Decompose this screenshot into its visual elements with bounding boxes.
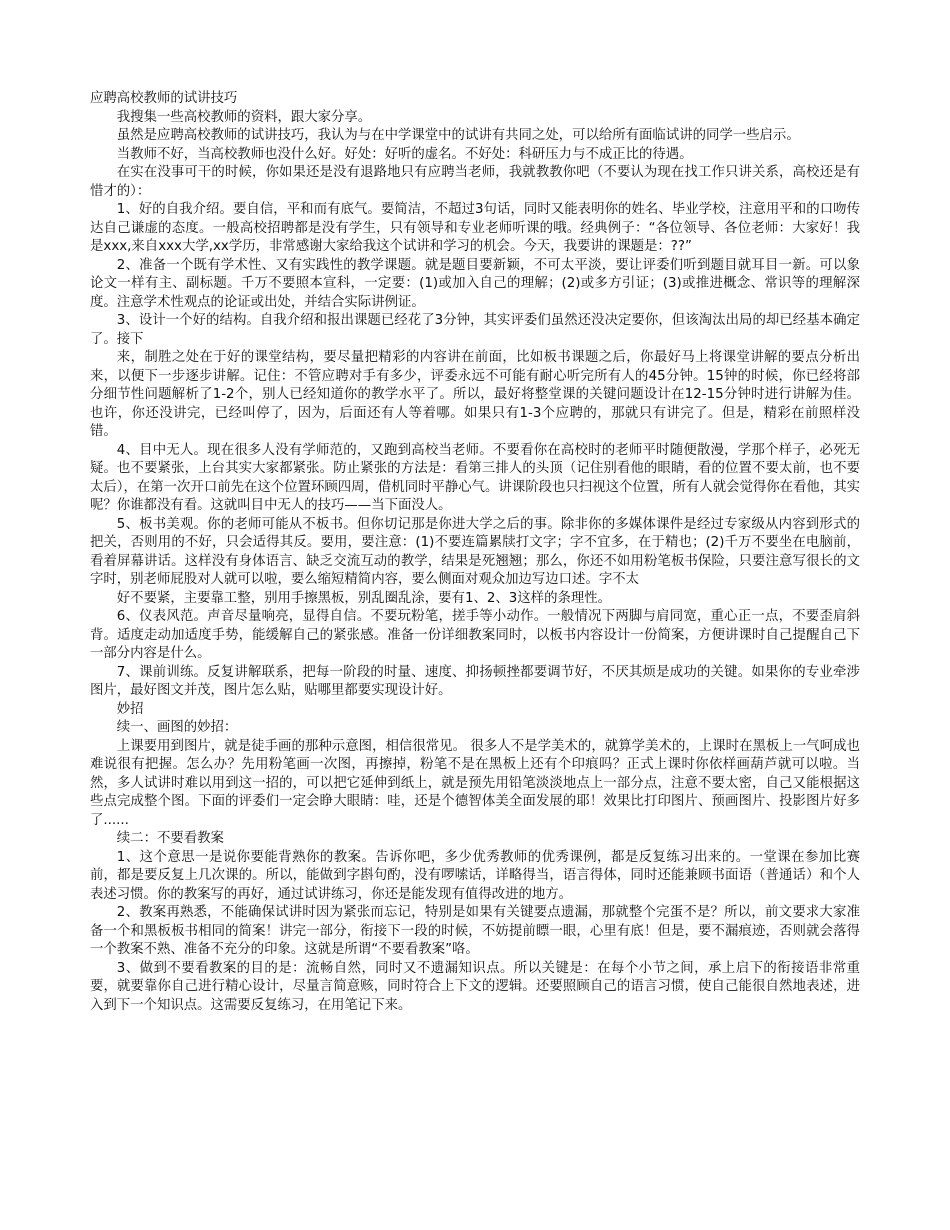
paragraph-drawing-trick: 上课要用到图片，就是徒手画的那种示意图，相信很常见。 很多人不是学美术的，就算学美术的，上课时在黑板上一气呵成也难说很有把握。怎么办？先用粉笔画一次图，再擦掉，粉笔不是在黑板上还有个印痕吗？正式上课时你依样画葫芦就可以啦。当然，多人试讲时难以用到这一招的，可以把它延伸到纸上，就是预先用铅笔淡淡地点上一部分点，注意不要太密，自己又能根据这些点完成整个图。下面的评委们一定会睁大眼睛：哇，还是个德智体美全面发展的耶！效果比打印图片、预画图片、投影图片好多了...... [90,738,860,828]
paragraph-no-notes-1: 1、这个意思一是说你要能背熟你的教案。告诉你吧，多少优秀教师的优秀课例，都是反复练习出来的。一堂课在参加比赛前，都是要反复上几次课的。所以，能做到字斟句酌，没有啰嗦话，详略得当，语言得体，同时还能兼顾书面语（普通话）和个人表述习惯。你的教案写的再好，通过试讲练习，你还是能发现有值得改进的地方。 [90,849,860,902]
section-heading-drawing: 续一、画图的妙招： [116,720,238,735]
paragraph-tip-1-self-intro: 1、好的自我介绍。要自信，平和而有底气。要简洁，不超过3句话，同时又能表明你的姓名、毕业学校，注意用平和的口吻传达自己谦虚的态度。一般高校招聘都是没有学生，只有领导和专业老师听课的哦。经典例子：“各位领导、各位老师：大家好！我是xxx,来自xxx大学,xx学历，非常感谢大家给我这个试讲和学习的机会。今天，我要讲的课题是：??” [90,202,860,254]
paragraph-tip-4-nerves: 4、目中无人。现在很多人没有学师范的，又跑到高校当老师。不要看你在高校时的老师平时随便散漫，学那个样子，必死无疑。也不要紧张，上台其实大家都紧张。防止紧张的方法是：看第三排人的头顶（记住别看他的眼睛，看的位置不要太前，也不要太后），在第一次开口前先在这个位置环顾四周，借机同时平静心气。讲课阶段也只扫视这个位置，所有人就会觉得你在看他，其实呢？你谁都没有看。这就叫目中无人的技巧——当下面没人。 [90,442,860,513]
paragraph-lead-in: 在实在没事可干的时候，你如果还是没有退路地只有应聘当老师，我就教教你吧（不要认为现在找工作只讲关系，高校还是有惜才的）： [90,165,860,199]
paragraph-pros-cons: 当教师不好，当高校教师也没什么好。好处：好听的虚名。不好处：科研压力与不成正比的待遇。 [116,146,693,162]
paragraph-tip-2-topic: 2、准备一个既有学术性、又有实践性的教学课题。就是题目要新颖，不可太平淡，要让评委们听到题目就耳目一新。可以象论文一样有主、副标题。千万不要照本宣科，一定要：(1)或加入自己的理解；(2)或多方引证；(3)或推进概念、常识等的理解深度。注意学术性观点的论证或出处，并结合实际讲例证。 [90,257,860,310]
paragraph-intro: 我搜集一些高校教师的资料，跟大家分享。 [116,109,372,125]
paragraph-no-notes-3: 3、做到不要看教案的目的是：流畅自然，同时又不遗漏知识点。所以关键是：在每个小节之间，承上启下的衔接语非常重要，就要靠你自己进行精心设计，尽量言简意赅，同时符合上下文的逻辑。还要照顾自己的语言习惯，使自己能很自然地表述，进入到下一个知识点。这需要反复练习，在用笔记下来。 [90,960,860,1013]
paragraph-no-notes-2: 2、教案再熟悉，不能确保试讲时因为紧张而忘记，特别是如果有关键要点遗漏，那就整个完蛋不是？所以，前文要求大家准备一个和黑板板书相同的简案！讲完一部分，衔接下一段的时候，不妨提前瞟一眼，心里有底！但是，要不漏痕迹，否则就会落得一个教案不熟、准备不充分的印象。这就是所谓“不要看教案”咯。 [90,905,860,957]
paragraph-tip-5-continued: 好不要紧，主要靠工整，别用手擦黑板，别乱圈乱涂，要有1、2、3这样的条理性。 [116,590,612,606]
paragraph-tip-3-continued: 来，制胜之处在于好的课堂结构，要尽量把精彩的内容讲在前面，比如板书课题之后，你最好马上将课堂讲解的要点分析出来，以便下一步逐步讲解。记住：不管应聘对手有多少，评委永远不可能有耐心听完所有人的45分钟。15钟的时候，你已经将部分细节性问题解析了1-2个，别人已经知道你的教学水平了。所以，最好将整堂课的关键问题设计在12-15分钟时进行讲解为佳。也许，你还没讲完，已经叫停了，因为，后面还有人等着哪。如果只有1-3个应聘的，那就只有讲完了。但是，精彩在前照样没错。 [90,350,860,439]
paragraph-preface: 虽然是应聘高校教师的试讲技巧，我认为与在中学课堂中的试讲有共同之处，可以给所有面临试讲的同学一些启示。 [116,128,800,143]
paragraph-tip-5-board: 5、板书美观。你的老师可能从不板书。但你切记那是你进大学之后的事。除非你的多媒体课件是经过专家级从内容到形式的把关，否则用的不好，只会适得其反。要用，要注意：(1)不要连篇累牍打文字；字不宜多，在于精也；(2)千万不要坐在电脑前，看着屏幕讲话。这样没有身体语言、缺乏交流互动的教学，结果是死翘翘；那么，你还不如用粉笔板书保险，只要注意写很长的文字时，别老师屁股对人就可以啦，要么缩短精简内容，要么侧面对观众加边写边口述。字不太 [90,516,860,587]
paragraph-tip-3-structure: 3、设计一个好的结构。自我介绍和报出课题已经花了3分钟，其实评委们虽然还没决定要你，但该淘汰出局的却已经基本确定了。接下 [90,313,860,347]
section-heading-tricks: 妙招 [116,701,144,717]
paragraph-tip-6-manner: 6、仪表风范。声音尽量响亮，显得自信。不要玩粉笔，搓手等小动作。一般情况下两脚与肩同宽，重心正一点，不要歪肩斜背。适度走动加适度手势，能缓解自己的紧张感。准备一份详细教案同时，以板书内容设计一份简案，方便讲课时自己提醒自己下一部分内容是什么。 [90,609,860,661]
document-title: 应聘高校教师的试讲技巧 [90,91,238,106]
paragraph-tip-7-practice: 7、课前训练。反复讲解联系，把每一阶段的时量、速度、抑扬顿挫都要调节好，不厌其烦是成功的关键。如果你的专业牵涉图片，最好图文并茂，图片怎么贴，贴哪里都要实现设计好。 [90,664,860,698]
document-page [90,90,860,1015]
section-heading-no-notes: 续二：不要看教案 [116,831,224,846]
